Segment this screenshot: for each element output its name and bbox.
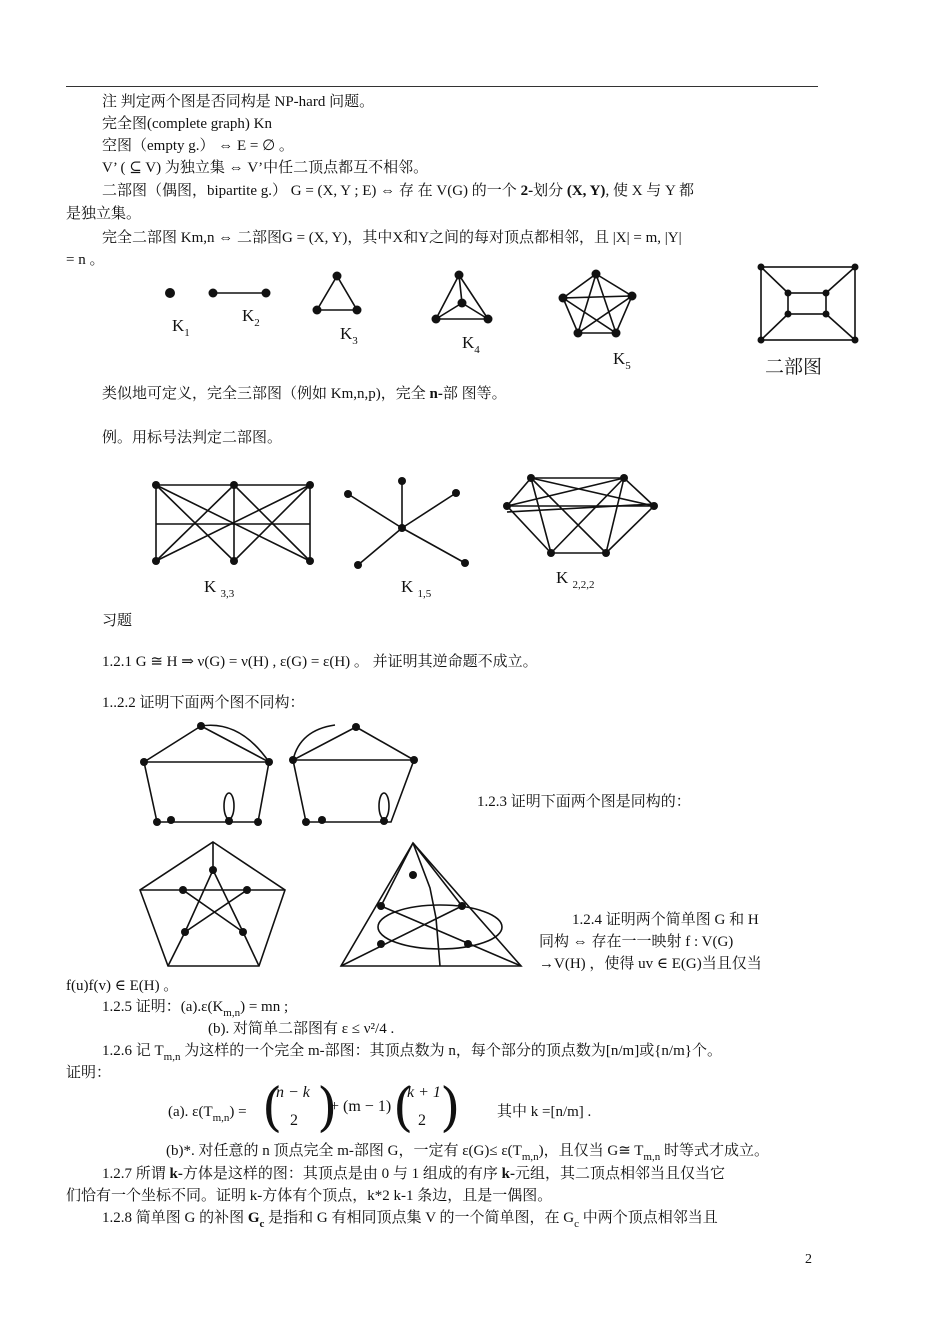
text-line: 注 判定两个图是否同构是 NP-hard 问题。 — [102, 94, 375, 110]
text-line: = n 。 — [66, 252, 105, 268]
formula-top-1: n − k — [276, 1084, 310, 1101]
text-line: 是独立集。 — [66, 206, 142, 222]
text-line: 们恰有一个坐标不同。证明 k-方体有个顶点，k*2 k-1 条边，且是一偶图。 — [66, 1188, 553, 1204]
text-line: 完全图(complete graph) Kn — [102, 116, 272, 132]
formula-bottom-1: 2 — [290, 1112, 298, 1129]
formula-middle: + (m − 1) — [330, 1098, 392, 1115]
text-line: (b). 对简单二部图有 ε ≤ ν²/4 . — [208, 1021, 395, 1037]
graph-label-k15: K $_{1,5}$ — [401, 577, 432, 600]
text-line: 二部图（偶图，bipartite g.） G = (X, Y ; E) ⇔ 存 在 V(G) 的一个 2-划分 (X, Y), 使 X 与 Y 都 — [102, 183, 695, 199]
text-line: 1.2.8 简单图 G 的补图 $G_c$ 是指和 G 有相同顶点集 V 的一个简单图，在 $G_c$ 中两个顶点相邻当且 — [102, 1210, 718, 1230]
formula-bottom-2: 2 — [418, 1112, 426, 1129]
text-line: 例。用标号法判定二部图。 — [102, 430, 283, 446]
formula-where: 其中 k =[n/m] . — [497, 1104, 592, 1120]
graph-label-k4: $K_4$ — [462, 333, 480, 356]
text-line: f(u)f(v) ∈ E(H) 。 — [66, 978, 179, 994]
formula-paren: ( — [262, 1078, 283, 1138]
text-line: 证明： — [66, 1065, 112, 1081]
text-line: V’ ( ⊆ V) 为独立集 ⇔ V’中任二顶点都互不相邻。 — [102, 160, 429, 176]
graph-label-k3: $K_3$ — [340, 324, 358, 347]
formula-paren: ) — [317, 1078, 338, 1138]
graph-label-k33: K $_{3,3}$ — [204, 577, 235, 600]
text-line: 1.2.3 证明下面两个图是同构的： — [477, 794, 691, 810]
formula-top-2: k + 1 — [407, 1084, 441, 1101]
text-line: 空图（empty g.） ⇔ E = ∅ 。 — [102, 138, 294, 154]
text-line: 同构 ⇔ 存在一一映射 f : V(G) — [539, 934, 734, 950]
text-line: 1.2.7 所谓 k-方体是这样的图：其顶点是由 0 与 1 组成的有序 k-元组，其二顶点相邻当且仅当它 — [102, 1166, 725, 1182]
text-line: 完全二部图 Km,n ⇔ 二部图G = (X, Y)，其中X和Y之间的每对顶点都相邻，且 |X| = m, |Y| — [102, 230, 682, 246]
graph-label-k222: K $_{2,2,2}$ — [556, 568, 595, 591]
graph-label-k5: $K_5$ — [613, 349, 631, 372]
graph-label-bipartite: 二部图 — [765, 357, 823, 378]
text-line: 1.2.1 G ≅ H ⇒ ν(G) = ν(H) , ε(G) = ε(H) 。 并证明其逆命题不成立。 — [102, 654, 538, 670]
formula-lhs: (a). $\varepsilon(T_{m,n})$ = — [168, 1104, 247, 1124]
text-line: (b)*. 对任意的 n 顶点完全 m-部图 G，一定有 $\varepsilon(G)\le \varepsilon(T_{m,n})$，且仅当 G≅ $T_{m,n}$ 时等式才成立。 — [166, 1143, 769, 1163]
formula-paren: ) — [440, 1078, 461, 1138]
graph-label-k2: $K_2$ — [242, 306, 260, 329]
text-line: 1..2.2 证明下面两个图不同构： — [102, 695, 305, 711]
text-line: 1.2.5 证明：$(a).\varepsilon(K_{m,n})$ = mn ; — [102, 999, 289, 1019]
text-line: 类似地可定义，完全三部图（例如 Km,n,p)，完全 n-部 图等。 — [102, 386, 507, 402]
formula-paren: ( — [393, 1078, 414, 1138]
text-line: 1.2.4 证明两个简单图 G 和 H — [572, 912, 759, 928]
page-number: 2 — [805, 1252, 812, 1267]
text-line: →V(H) ，使得 uv ∈ E(G)当且仅当 — [539, 956, 762, 972]
text-line: 习题 — [102, 613, 133, 629]
text-line: 1.2.6 记 $T_{m,n}$ 为这样的一个完全 m-部图：其顶点数为 n，每个部分的顶点数为[n/m]或{n/m}个。 — [102, 1043, 722, 1063]
graph-label-k1: $K_1$ — [172, 316, 190, 339]
